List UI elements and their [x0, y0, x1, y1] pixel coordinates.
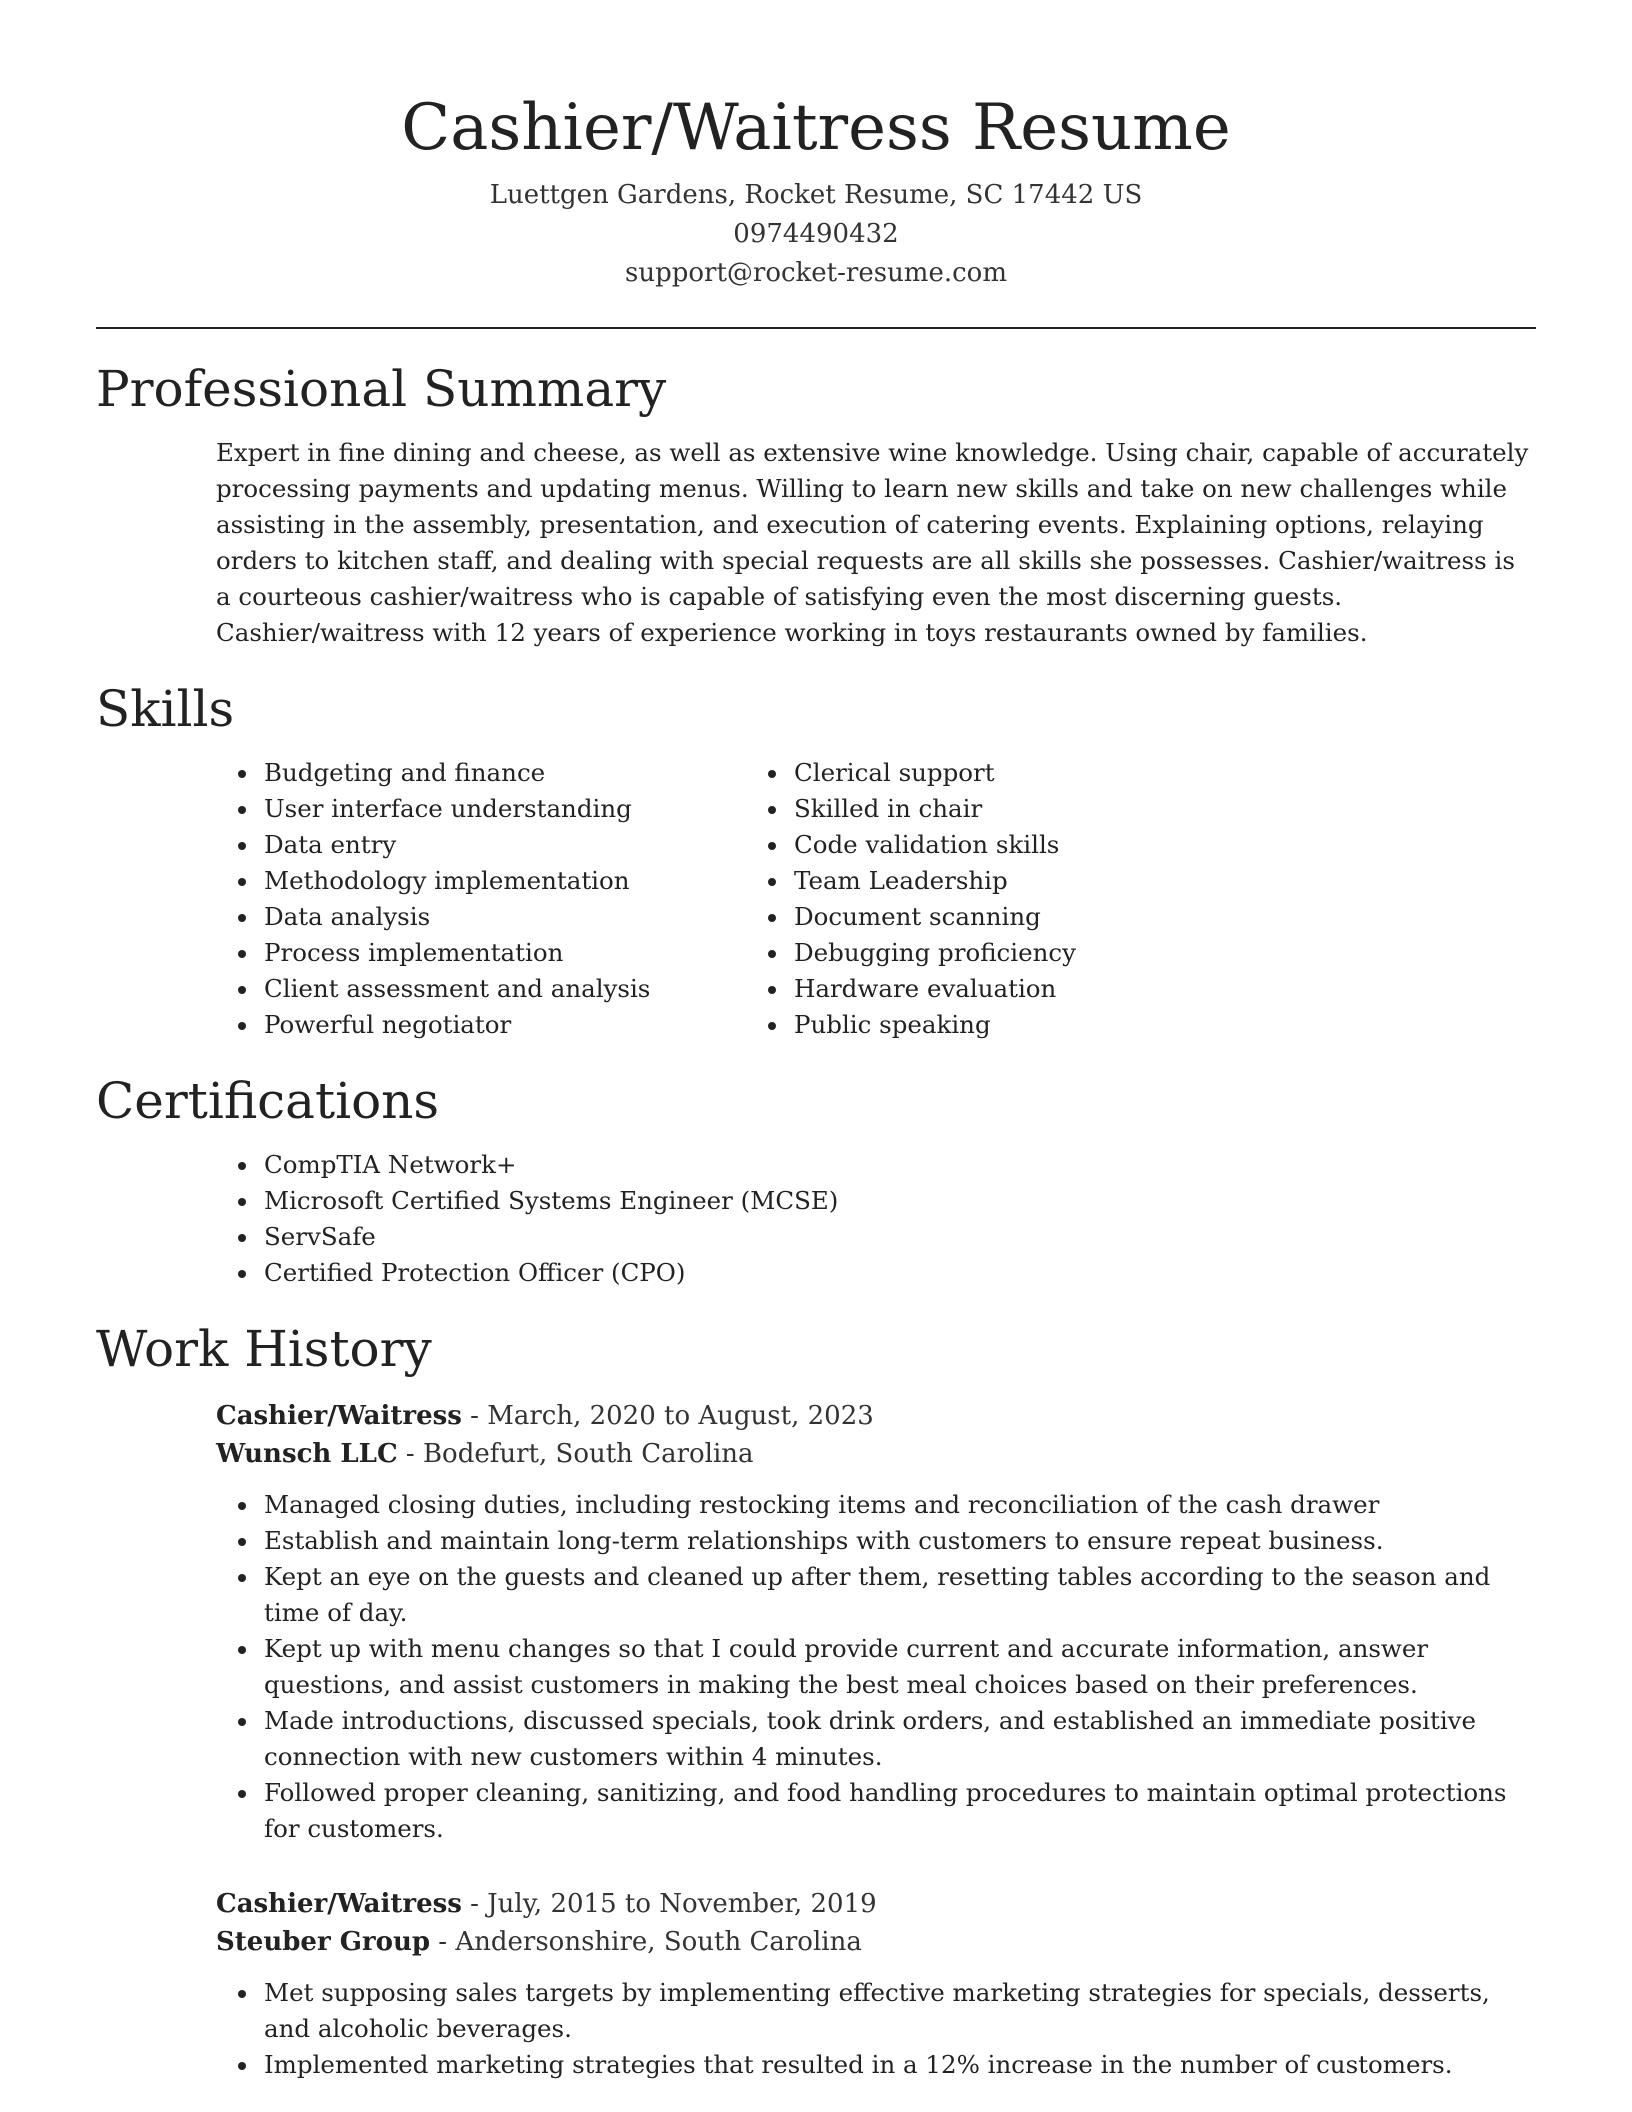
job-bullet: • Establish and maintain long-term relationships with customers to ensure repeat business.	[260, 1523, 1536, 1559]
skill-item: • Powerful negotiator	[260, 1007, 746, 1043]
section-heading-work-history: Work History	[96, 1320, 432, 1378]
skills-column-right	[746, 755, 1396, 1043]
skills-section	[96, 677, 1536, 1043]
skill-item: • Data entry	[260, 827, 746, 863]
job-title: Cashier/Waitress	[216, 1889, 462, 1919]
job-responsibilities	[216, 1975, 1536, 2083]
skill-item: • Budgeting and finance	[260, 755, 746, 791]
certifications-list	[96, 1147, 1536, 1291]
skill-item: • Public speaking	[790, 1007, 1396, 1043]
skill-item: • Client assessment and analysis	[260, 971, 746, 1007]
skills-columns	[96, 755, 1536, 1043]
job-company: Steuber Group	[216, 1927, 431, 1957]
certification-item: • Certified Protection Officer (CPO)	[260, 1255, 1536, 1291]
job-company-line	[216, 1923, 1536, 1961]
job-entry	[216, 1885, 1536, 2083]
resume-header	[96, 0, 1536, 293]
skill-item: • Process implementation	[260, 935, 746, 971]
skill-item: • Document scanning	[790, 899, 1396, 935]
certifications-section	[96, 1069, 1536, 1291]
email-address: support@rocket-resume.com	[624, 258, 1007, 288]
job-title-line	[216, 1885, 1536, 1923]
job-location: - Andersonshire, South Carolina	[430, 1927, 862, 1957]
skill-item: • Team Leadership	[790, 863, 1396, 899]
job-bullet: • Met supposing sales targets by implementing effective marketing strategies for specials, desserts, and alcoholic beverages.	[260, 1975, 1536, 2047]
work-history-section	[96, 1317, 1536, 2083]
certification-item: • Microsoft Certified Systems Engineer (MCSE)	[260, 1183, 1536, 1219]
skill-item: • User interface understanding	[260, 791, 746, 827]
professional-summary-section	[96, 357, 1536, 651]
job-bullet: • Followed proper cleaning, sanitizing, and food handling procedures to maintain optimal protections for customers.	[260, 1775, 1536, 1847]
job-bullet: • Made introductions, discussed specials, took drink orders, and established an immediate positive connection with new customers within 4 minutes.	[260, 1703, 1536, 1775]
skills-column-left	[96, 755, 746, 1043]
skill-item: • Code validation skills	[790, 827, 1396, 863]
skill-item: • Hardware evaluation	[790, 971, 1396, 1007]
job-dates: - July, 2015 to November, 2019	[461, 1889, 877, 1919]
job-title: Cashier/Waitress	[216, 1401, 462, 1431]
phone-number: 0974490432	[733, 219, 899, 249]
job-title-line	[216, 1397, 1536, 1435]
job-bullet: • Managed closing duties, including restocking items and reconciliation of the cash drawer	[260, 1487, 1536, 1523]
skill-item: • Clerical support	[790, 755, 1396, 791]
certification-item: • ServSafe	[260, 1219, 1536, 1255]
resume-page	[96, 0, 1536, 2083]
job-company: Wunsch LLC	[216, 1439, 398, 1469]
header-divider	[96, 327, 1536, 329]
summary-text: Expert in fine dining and cheese, as well as extensive wine knowledge. Using chair, capable of accurately processing payments and updating menus. Willing to learn new skills and take on new challenges while assisting in the assembly, presentation, and execution of catering events. Explaining options, relaying orders to kitchen staff, and dealing with special requests are all skills she possesses. Cashier/waitress is a courteous cashier/waitress who is capable of satisfying even the most discerning guests. Cashier/waitress with 12 years of experience working in toys restaurants owned by families.	[216, 438, 1529, 647]
job-responsibilities	[216, 1487, 1536, 1847]
job-bullet: • Kept up with menu changes so that I could provide current and accurate information, answer questions, and assist customers in making the best meal choices based on their preferences.	[260, 1631, 1536, 1703]
contact-info	[96, 176, 1536, 293]
section-heading-certifications: Certifications	[96, 1072, 440, 1130]
certification-item: • CompTIA Network+	[260, 1147, 1536, 1183]
job-location: - Bodefurt, South Carolina	[397, 1439, 754, 1469]
address: Luettgen Gardens, Rocket Resume, SC 17442 US	[489, 180, 1143, 210]
resume-title: Cashier/Waitress Resume	[401, 91, 1231, 165]
job-bullet: • Kept an eye on the guests and cleaned up after them, resetting tables according to the season and time of day.	[260, 1559, 1536, 1631]
section-heading-summary: Professional Summary	[96, 360, 667, 418]
job-bullet: • Implemented marketing strategies that resulted in a 12% increase in the number of customers.	[260, 2047, 1536, 2083]
skill-item: • Debugging proficiency	[790, 935, 1396, 971]
job-company-line	[216, 1435, 1536, 1473]
job-entry	[216, 1397, 1536, 1847]
skill-item: • Data analysis	[260, 899, 746, 935]
section-heading-skills: Skills	[96, 680, 235, 738]
skill-item: • Skilled in chair	[790, 791, 1396, 827]
job-dates: - March, 2020 to August, 2023	[461, 1401, 874, 1431]
skill-item: • Methodology implementation	[260, 863, 746, 899]
